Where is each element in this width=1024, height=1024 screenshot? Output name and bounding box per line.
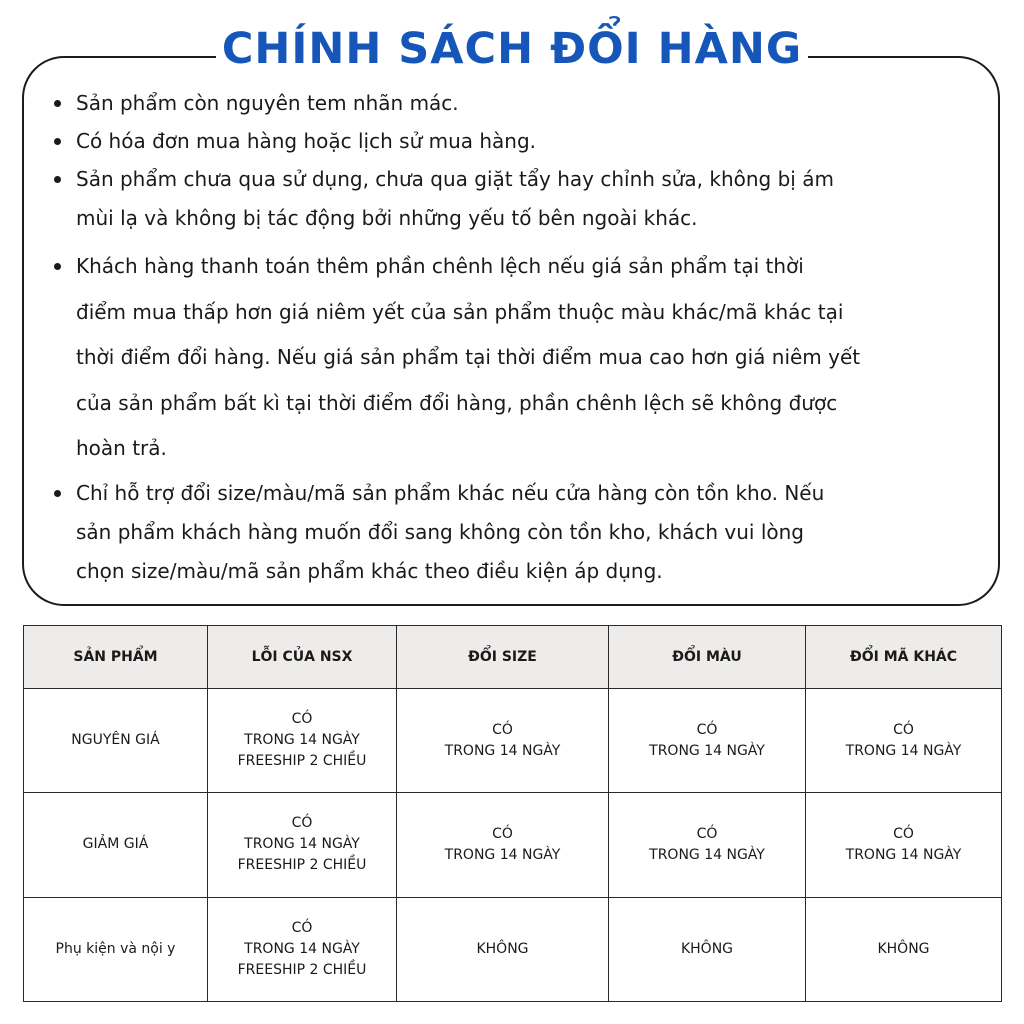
cell-text-line: TRONG 14 NGÀY bbox=[845, 846, 962, 863]
table-cell bbox=[609, 793, 806, 897]
condition-text-line: Có hóa đơn mua hàng hoặc lịch sử mua hàng. bbox=[76, 129, 537, 153]
table-cell bbox=[397, 897, 609, 1001]
table-cell bbox=[806, 793, 1002, 897]
condition-text-line: hoàn trả. bbox=[76, 436, 167, 460]
cell-text-line: CÓ bbox=[291, 711, 313, 728]
cell-text-line: TRONG 14 NGÀY bbox=[244, 732, 360, 749]
cell-text-line: TRONG 14 NGÀY bbox=[244, 940, 360, 957]
cell-text-line: KHÔNG bbox=[877, 940, 930, 957]
cell-text-line: CÓ bbox=[492, 825, 513, 842]
cell-text-line: KHÔNG bbox=[680, 940, 734, 957]
page-title: CHÍNH SÁCH ĐỔI HÀNG bbox=[216, 20, 808, 78]
condition-text-line: mùi lạ và không bị tác động bởi những yếu tố bên ngoài khác. bbox=[76, 206, 698, 230]
cell-text-line: FREESHIP 2 CHIỀU bbox=[237, 961, 367, 978]
cell-text-line: TRONG 14 NGÀY bbox=[444, 846, 561, 863]
cell-text-line: CÓ bbox=[696, 825, 718, 842]
condition-text-line: điểm mua thấp hơn giá niêm yết của sản phẩm thuộc màu khác/mã khác tại bbox=[76, 299, 844, 324]
condition-text-line: Chỉ hỗ trợ đổi size/màu/mã sản phẩm khác nếu cửa hàng còn tồn kho. Nếu bbox=[76, 480, 825, 505]
condition-text-line: Khách hàng thanh toán thêm phần chênh lệch nếu giá sản phẩm tại thời bbox=[76, 254, 804, 278]
table-header-row bbox=[24, 626, 1002, 689]
table-cell bbox=[208, 689, 397, 793]
header-change-color: ĐỔI MÀU bbox=[609, 626, 806, 689]
exchange-policy-table bbox=[23, 625, 1002, 1002]
header-product: SẢN PHẨM bbox=[24, 626, 208, 689]
table-cell bbox=[208, 897, 397, 1001]
cell-text-line: TRONG 14 NGÀY bbox=[444, 742, 561, 759]
condition-item bbox=[52, 160, 992, 238]
cell-text-line: KHÔNG bbox=[476, 940, 529, 957]
cell-text-line: CÓ bbox=[893, 721, 914, 738]
condition-text-line: của sản phẩm bất kì tại thời điểm đổi hàng, phần chênh lệch sẽ không được bbox=[76, 390, 838, 415]
header-manufacturer-defect: LỖI CỦA NSX bbox=[208, 626, 397, 689]
product-type-cell: GIẢM GIÁ bbox=[24, 793, 208, 897]
header-change-size: ĐỔI SIZE bbox=[397, 626, 609, 689]
table-cell bbox=[609, 897, 806, 1001]
table-row bbox=[24, 897, 1002, 1001]
table-cell bbox=[609, 689, 806, 793]
table-cell bbox=[397, 689, 609, 793]
table-cell bbox=[208, 793, 397, 897]
cell-text-line: TRONG 14 NGÀY bbox=[649, 846, 765, 863]
product-type-cell: Phụ kiện và nội y bbox=[24, 897, 208, 1001]
condition-item bbox=[52, 474, 992, 591]
cell-text-line: TRONG 14 NGÀY bbox=[244, 836, 360, 853]
condition-item bbox=[52, 84, 992, 122]
cell-text-line: CÓ bbox=[291, 815, 313, 832]
cell-text-line: FREESHIP 2 CHIỀU bbox=[237, 857, 367, 874]
conditions-list bbox=[52, 84, 992, 591]
cell-text-line: TRONG 14 NGÀY bbox=[845, 742, 962, 759]
cell-text-line: CÓ bbox=[291, 919, 313, 936]
condition-text-line: sản phẩm khách hàng muốn đổi sang không còn tồn kho, khách vui lòng bbox=[76, 519, 804, 544]
cell-text-line: CÓ bbox=[492, 721, 513, 738]
condition-text-line: Sản phẩm chưa qua sử dụng, chưa qua giặt tẩy hay chỉnh sửa, không bị ám bbox=[76, 167, 834, 191]
product-type-cell: NGUYÊN GIÁ bbox=[24, 689, 208, 793]
table-cell bbox=[806, 897, 1002, 1001]
cell-text-line: CÓ bbox=[696, 721, 718, 738]
table-cell bbox=[397, 793, 609, 897]
condition-item bbox=[52, 244, 992, 472]
condition-text-line: thời điểm đổi hàng. Nếu giá sản phẩm tại thời điểm mua cao hơn giá niêm yết bbox=[76, 345, 861, 369]
condition-text-line: chọn size/màu/mã sản phẩm khác theo điều kiện áp dụng. bbox=[76, 558, 663, 583]
header-change-other-code: ĐỔI MÃ KHÁC bbox=[806, 626, 1002, 689]
condition-text-line: Sản phẩm còn nguyên tem nhãn mác. bbox=[76, 91, 459, 115]
table-row bbox=[24, 689, 1002, 793]
cell-text-line: CÓ bbox=[893, 825, 914, 842]
condition-item bbox=[52, 122, 992, 160]
cell-text-line: TRONG 14 NGÀY bbox=[649, 742, 765, 759]
cell-text-line: FREESHIP 2 CHIỀU bbox=[237, 753, 367, 770]
table-row bbox=[24, 793, 1002, 897]
table-cell bbox=[806, 689, 1002, 793]
